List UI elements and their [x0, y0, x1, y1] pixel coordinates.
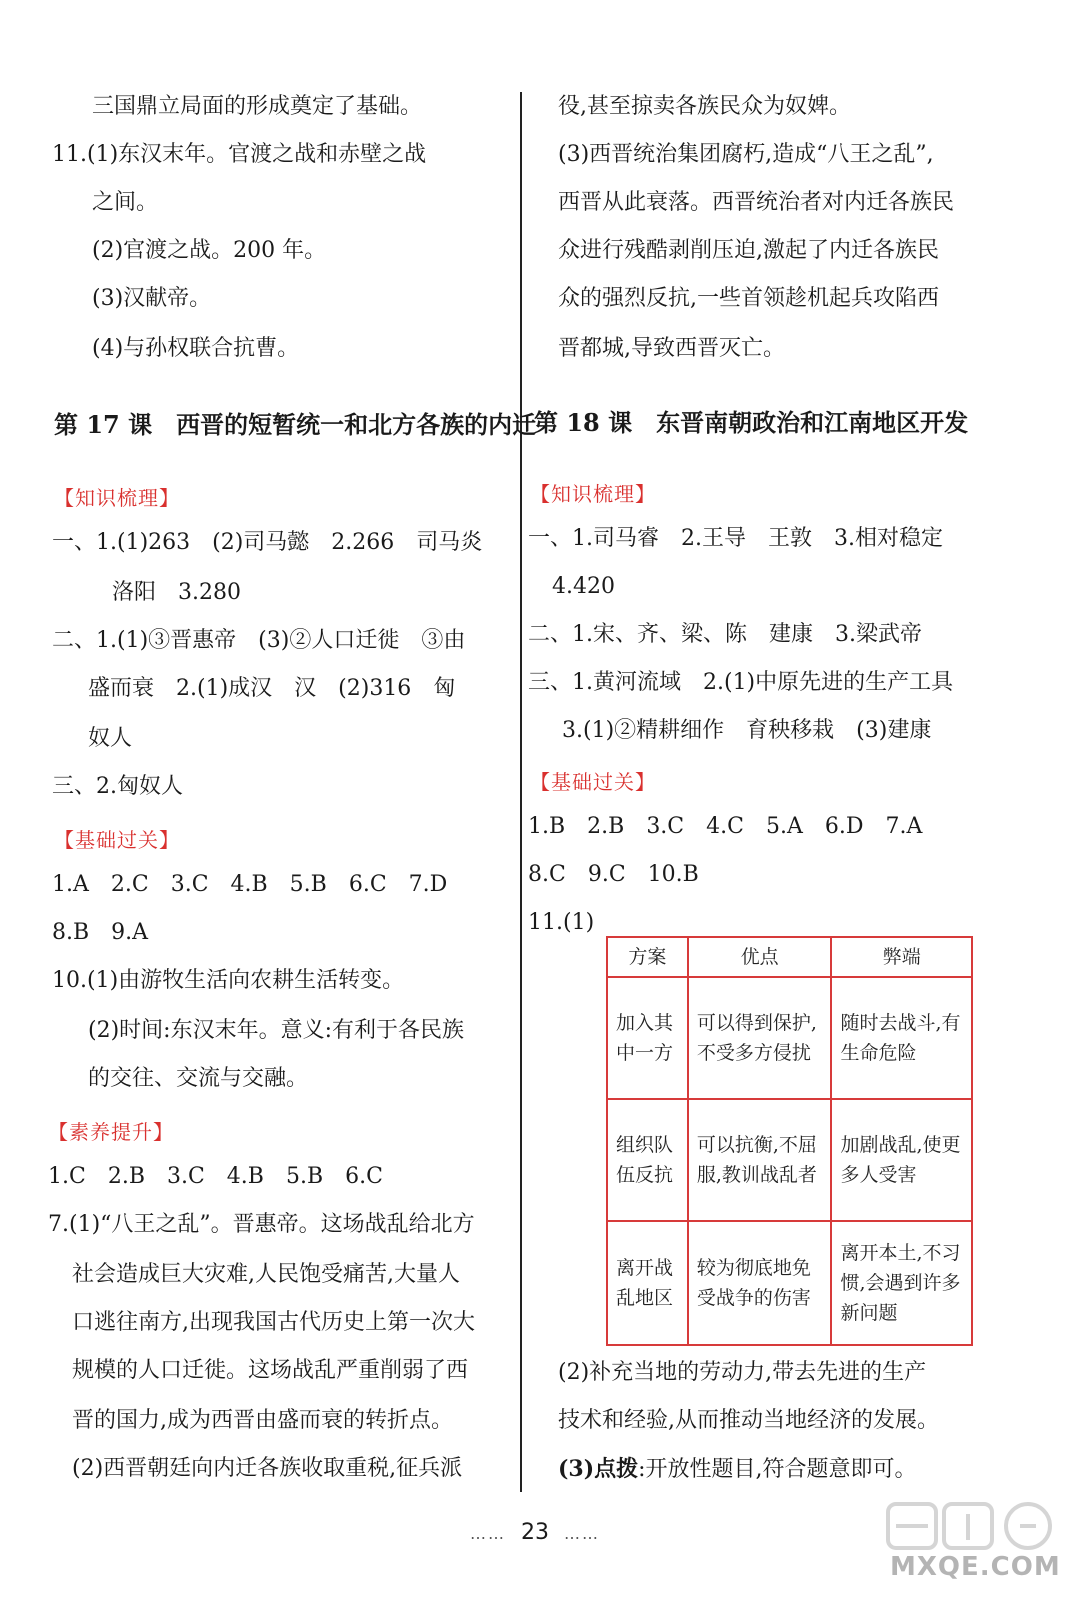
table-header: 弊端	[831, 937, 972, 977]
text-line: 8.C 9.C 10.B	[528, 862, 699, 887]
table-cell: 组织队伍反抗	[607, 1099, 688, 1221]
text-line: (3)西晋统治集团腐朽,造成“八王之乱”,	[558, 142, 934, 167]
text-line: 二、1.宋、齐、梁、陈 建康 3.梁武帝	[528, 622, 922, 647]
table-row	[607, 1099, 972, 1221]
footer-dots: ……	[564, 1524, 600, 1543]
text-line: 洛阳 3.280	[112, 580, 241, 605]
table-header: 方案	[607, 937, 688, 977]
text-line: 晋都城,导致西晋灭亡。	[558, 336, 785, 361]
text-line: 技术和经验,从而推动当地经济的发展。	[558, 1408, 939, 1433]
text-line: 的交往、交流与交融。	[88, 1066, 309, 1091]
text-line: 役,甚至掠卖各族民众为奴婢。	[558, 94, 851, 119]
text-line: 三、2.匈奴人	[52, 774, 183, 799]
text-line: (4)与孙权联合抗曹。	[92, 336, 300, 361]
text-line: (2)时间:东汉末年。意义:有利于各民族	[88, 1018, 464, 1043]
table-cell: 加入其中一方	[607, 977, 688, 1099]
text-line: 晋的国力,成为西晋由盛而衰的转折点。	[72, 1408, 453, 1433]
table-cell: 可以抗衡,不屈服,教训战乱者	[688, 1099, 832, 1221]
table-cell: 加剧战乱,使更多人受害	[831, 1099, 972, 1221]
watermark-text: MXQE.COM	[890, 1552, 1061, 1582]
page-number: 23	[521, 1520, 549, 1545]
hint-line	[558, 1454, 917, 1485]
text-line: 口逃往南方,出现我国古代历史上第一次大	[72, 1310, 475, 1335]
section-tag: 【知识梳理】	[54, 486, 180, 510]
text-line: 西晋从此衰落。西晋统治者对内迁各族民	[558, 190, 955, 215]
section-tag: 【基础过关】	[54, 828, 180, 852]
text-line: 之间。	[92, 190, 159, 215]
options-table	[606, 936, 973, 1346]
text-line: 二、1.(1)③晋惠帝 (3)②人口迁徙 ③由	[52, 628, 466, 653]
table-header: 优点	[688, 937, 832, 977]
hint-label: (3)点拨	[558, 1456, 639, 1482]
table-cell: 随时去战斗,有生命危险	[831, 977, 972, 1099]
text-line: 3.(1)②精耕细作 育秧移栽 (3)建康	[562, 718, 932, 743]
table-header-row	[607, 937, 972, 977]
table-cell: 离开本土,不习惯,会遇到许多新问题	[831, 1221, 972, 1345]
text-line: 一、1.司马睿 2.王导 王敦 3.相对稳定	[528, 526, 943, 551]
text-line: (2)西晋朝廷向内迁各族收取重税,征兵派	[72, 1456, 463, 1481]
lesson-heading: 第 17 课 西晋的短暂统一和北方各族的内迁	[54, 410, 537, 439]
section-tag: 【基础过关】	[530, 770, 656, 794]
text-line: 7.(1)“八王之乱”。晋惠帝。这场战乱给北方	[48, 1212, 475, 1237]
table-cell: 离开战乱地区	[607, 1221, 688, 1345]
text-line: (2)补充当地的劳动力,带去先进的生产	[558, 1360, 927, 1385]
text-line: (3)汉献帝。	[92, 286, 212, 311]
text-line: 三、1.黄河流域 2.(1)中原先进的生产工具	[528, 670, 954, 695]
text-line: 众进行残酷剥削压迫,激起了内迁各族民	[558, 238, 939, 263]
text-line: 11.(1)	[528, 910, 595, 935]
text-line: 11.(1)东汉末年。官渡之战和赤壁之战	[52, 142, 427, 167]
table-cell: 较为彻底地免受战争的伤害	[688, 1221, 832, 1345]
lesson-heading: 第 18 课 东晋南朝政治和江南地区开发	[534, 408, 969, 437]
text-line: 4.420	[552, 574, 615, 599]
text-line: 规模的人口迁徙。这场战乱严重削弱了西	[72, 1358, 469, 1383]
text-line: 10.(1)由游牧生活向农耕生活转变。	[52, 968, 405, 993]
text-line: 1.C 2.B 3.C 4.B 5.B 6.C	[48, 1164, 383, 1189]
text-line: 社会造成巨大灾难,人民饱受痛苦,大量人	[72, 1262, 460, 1287]
text-line: 1.A 2.C 3.C 4.B 5.B 6.C 7.D	[52, 872, 448, 897]
text-line: 奴人	[88, 726, 133, 751]
text-line: 盛而衰 2.(1)成汉 汉 (2)316 匈	[88, 676, 456, 701]
table-cell: 可以得到保护,不受多方侵扰	[688, 977, 832, 1099]
table-row	[607, 1221, 972, 1345]
section-tag: 【素养提升】	[48, 1120, 174, 1144]
column-divider	[520, 92, 522, 1492]
text-line: 8.B 9.A	[52, 920, 149, 945]
text-line: 三国鼎立局面的形成奠定了基础。	[92, 94, 423, 119]
footer-dots: ……	[470, 1524, 506, 1543]
hint-text: :开放性题目,符合题意即可。	[638, 1457, 917, 1482]
text-line: 1.B 2.B 3.C 4.C 5.A 6.D 7.A	[528, 814, 923, 839]
text-line: 一、1.(1)263 (2)司马懿 2.266 司马炎	[52, 530, 483, 555]
section-tag: 【知识梳理】	[530, 482, 656, 506]
table-row	[607, 977, 972, 1099]
text-line: (2)官渡之战。200 年。	[92, 238, 327, 263]
text-line: 众的强烈反抗,一些首领趁机起兵攻陷西	[558, 286, 939, 311]
